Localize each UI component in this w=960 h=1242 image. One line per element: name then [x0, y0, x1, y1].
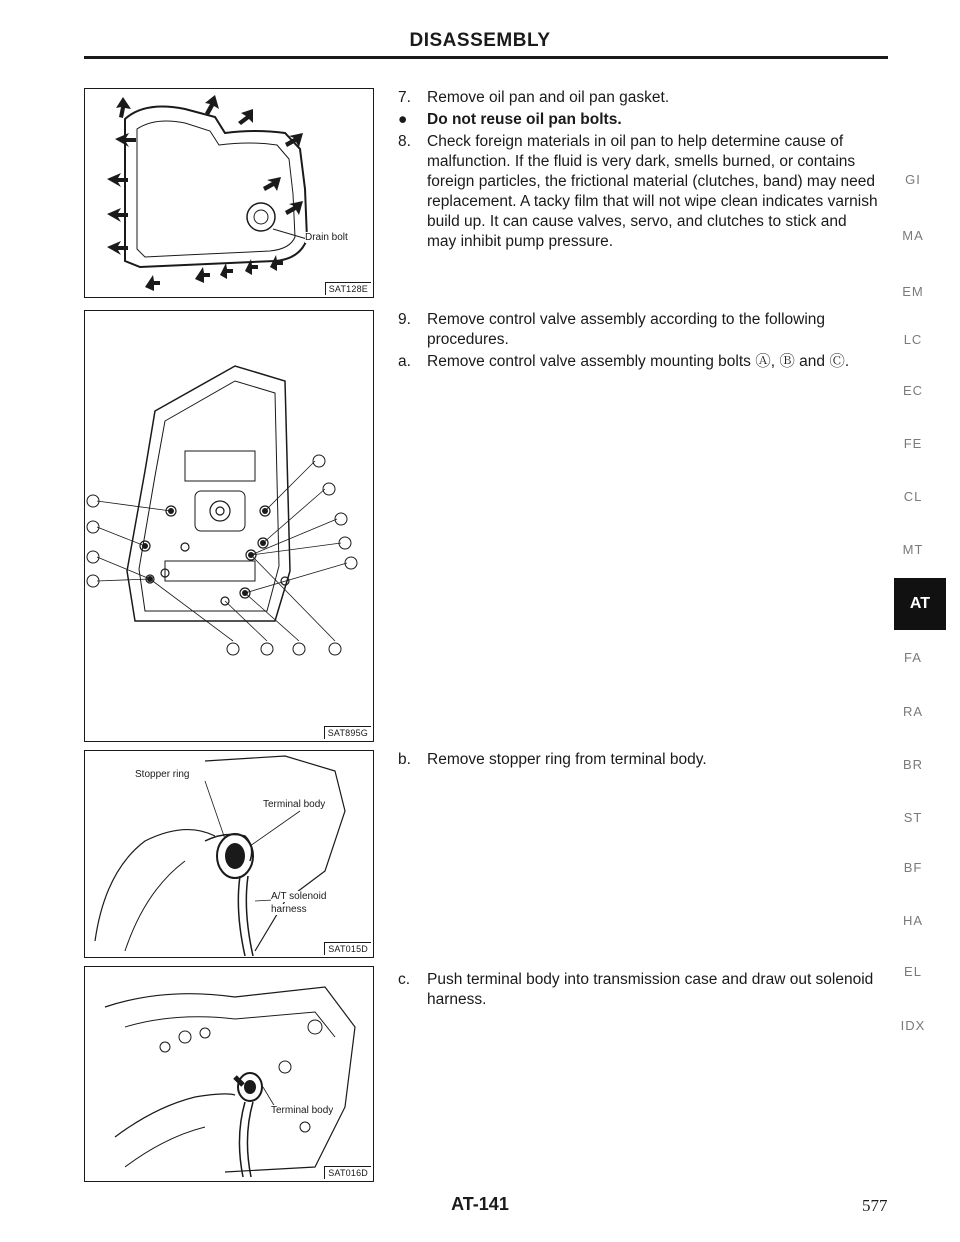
index-tab-lc[interactable]: LC — [903, 332, 923, 347]
figure-code: SAT895G — [324, 726, 371, 739]
index-tab-at-active[interactable]: AT — [894, 578, 946, 630]
oil-pan-drawing — [85, 89, 373, 297]
step-number: 8. — [398, 133, 411, 150]
page-title: DISASSEMBLY — [409, 30, 551, 51]
control-valve-drawing — [85, 311, 373, 741]
step-number: 9. — [398, 311, 411, 328]
figure-stopper-ring — [84, 750, 374, 958]
index-tab-br[interactable]: BR — [902, 757, 924, 772]
step-text: Remove control valve assembly according to the following procedures. — [427, 311, 826, 348]
terminal-body-label: Terminal body — [271, 1105, 334, 1116]
step-number: 7. — [398, 89, 411, 106]
figure-oil-pan — [84, 88, 374, 298]
figure-code: SAT016D — [324, 1166, 371, 1179]
title-divider — [84, 56, 888, 59]
stopper-ring-drawing — [85, 751, 373, 957]
step-text: Check foreign materials in oil pan to help determine cause of malfunction. If the fluid is very dark, smells burned, or contains foreign particles, the frictional material (clutches, band) may need replacement. A tacky film that will not wipe clean indicates varnish build up. It can cause valves, servo, and clutches to stick and may inhibit pump pressure. — [427, 133, 878, 250]
index-tab-ha[interactable]: HA — [902, 913, 924, 928]
page-code: AT-141 — [451, 1194, 509, 1214]
step-number: b. — [398, 751, 411, 768]
index-tab-bf[interactable]: BF — [903, 860, 923, 875]
index-tab-ec[interactable]: EC — [902, 383, 924, 398]
index-tab-em[interactable]: EM — [902, 284, 924, 299]
index-tab-fe[interactable]: FE — [903, 436, 923, 451]
step-8 — [398, 132, 878, 252]
index-tab-cl[interactable]: CL — [903, 489, 923, 504]
terminal-body-label: Terminal body — [263, 799, 326, 810]
index-tab-fa[interactable]: FA — [904, 650, 922, 665]
step-number: a. — [398, 353, 411, 370]
figure-code: SAT015D — [324, 942, 371, 955]
step-warning — [398, 110, 878, 130]
page-number: 577 — [862, 1196, 888, 1215]
step-number: c. — [398, 971, 411, 988]
step-text: Do not reuse oil pan bolts. — [427, 111, 622, 128]
step-text: Push terminal body into transmission case and draw out solenoid harness. — [427, 971, 874, 1008]
figure-code: SAT128E — [325, 282, 371, 295]
step-7 — [398, 88, 878, 108]
solenoid-label: A/T solenoid — [271, 891, 327, 902]
figure-control-valve-bolts — [84, 310, 374, 742]
step-text: Remove control valve assembly mounting bolts Ⓐ, Ⓑ and Ⓒ. — [427, 353, 850, 370]
index-tab-el[interactable]: EL — [904, 964, 922, 979]
step-text: Remove stopper ring from terminal body. — [427, 751, 707, 768]
step-a — [398, 352, 878, 372]
step-9 — [398, 310, 878, 350]
index-tab-ra[interactable]: RA — [902, 704, 924, 719]
stopper-ring-label: Stopper ring — [135, 769, 190, 780]
step-text: Remove oil pan and oil pan gasket. — [427, 89, 670, 106]
index-tab-st[interactable]: ST — [903, 810, 923, 825]
step-c — [398, 970, 878, 1010]
harness-label: harness — [271, 904, 307, 915]
drain-bolt-label: Drain bolt — [305, 232, 348, 243]
bullet: ● — [398, 111, 408, 128]
index-tab-ma[interactable]: MA — [902, 228, 924, 243]
terminal-body-drawing — [85, 967, 373, 1181]
figure-terminal-body — [84, 966, 374, 1182]
index-tab-gi[interactable]: GI — [905, 172, 921, 187]
step-b — [398, 750, 878, 770]
index-tab-idx[interactable]: IDX — [900, 1018, 926, 1033]
index-tab-mt[interactable]: MT — [902, 542, 924, 557]
